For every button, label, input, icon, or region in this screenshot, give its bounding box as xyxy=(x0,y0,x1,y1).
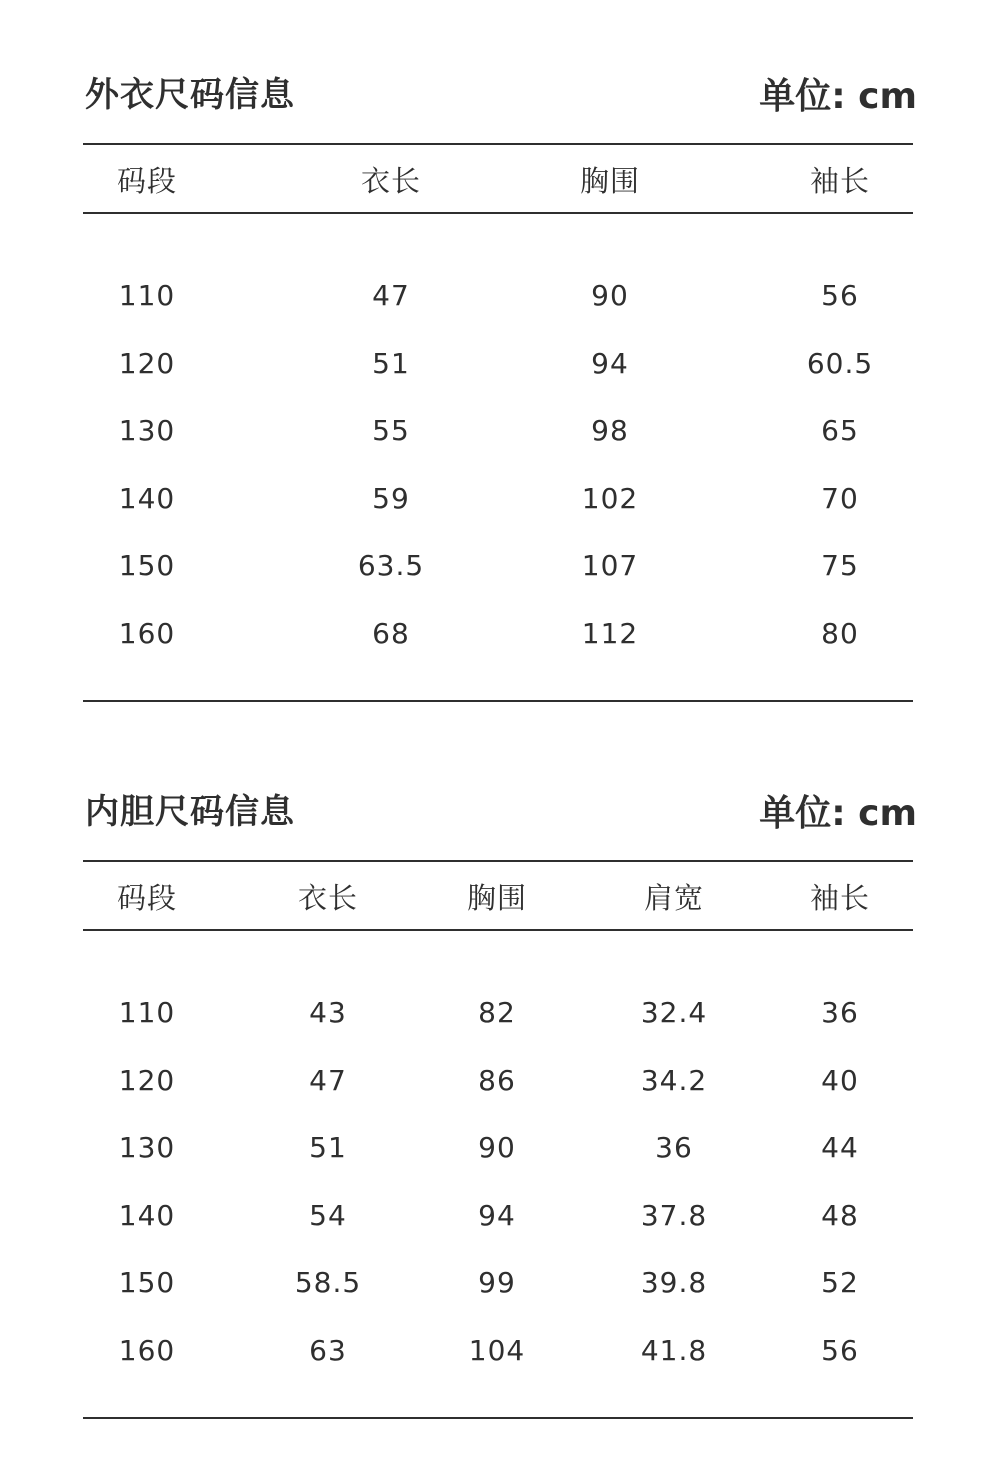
table-cell: 99 xyxy=(478,1266,516,1300)
table-cell: 94 xyxy=(478,1198,516,1232)
size-range-header: 码段 xyxy=(116,881,177,915)
table-cell: 120 xyxy=(118,346,176,380)
table-cell: 104 xyxy=(468,1334,526,1367)
table-cell: 39.8 xyxy=(640,1266,708,1300)
table-cell: 55 xyxy=(372,414,410,448)
table-cell: 51 xyxy=(372,346,410,380)
table-cell: 51 xyxy=(309,1131,347,1165)
section-title: 外衣尺码信息 xyxy=(85,75,295,115)
table-cell: 34.2 xyxy=(640,1063,708,1097)
shoulder-header: 肩宽 xyxy=(643,881,704,915)
table-cell: 52 xyxy=(821,1266,859,1300)
table-cell: 107 xyxy=(581,549,639,583)
table-cell: 160 xyxy=(118,617,176,650)
inner-size-section xyxy=(0,717,1000,1476)
table-cell: 110 xyxy=(118,279,176,312)
sleeve-header: 袖长 xyxy=(809,164,870,198)
table-cell: 150 xyxy=(118,549,176,583)
table-cell: 32.4 xyxy=(640,996,708,1029)
section-title: 内胆尺码信息 xyxy=(85,792,295,832)
table-cell: 56 xyxy=(821,1334,859,1367)
table-cell: 47 xyxy=(372,279,410,312)
table-row xyxy=(0,479,1000,519)
divider xyxy=(83,929,913,931)
divider xyxy=(83,700,913,702)
unit-label: 单位: cm xyxy=(759,793,917,834)
table-cell: 54 xyxy=(309,1198,347,1232)
table-cell: 63 xyxy=(309,1334,347,1367)
table-cell: 160 xyxy=(118,1334,176,1367)
table-cell: 36 xyxy=(821,996,859,1029)
table-cell: 75 xyxy=(821,549,859,583)
table-cell: 48 xyxy=(821,1198,859,1232)
table-cell: 63.5 xyxy=(357,549,425,583)
table-cell: 140 xyxy=(118,481,176,515)
table-cell: 44 xyxy=(821,1131,859,1165)
table-cell: 43 xyxy=(309,996,347,1029)
unit-label: 单位: cm xyxy=(759,76,917,117)
divider xyxy=(83,143,913,145)
table-cell: 68 xyxy=(372,617,410,650)
table-cell: 102 xyxy=(581,481,639,515)
length-header: 衣长 xyxy=(360,164,421,198)
table-cell: 90 xyxy=(478,1131,516,1165)
table-cell: 150 xyxy=(118,1266,176,1300)
table-cell: 130 xyxy=(118,414,176,448)
table-cell: 70 xyxy=(821,481,859,515)
length-header: 衣长 xyxy=(297,881,358,915)
table-cell: 80 xyxy=(821,617,859,650)
table-cell: 98 xyxy=(591,414,629,448)
table-cell: 37.8 xyxy=(640,1198,708,1232)
table-row xyxy=(0,344,1000,384)
table-row xyxy=(0,546,1000,586)
table-header-row xyxy=(0,161,1000,201)
divider xyxy=(83,860,913,862)
chest-header: 胸围 xyxy=(466,881,527,915)
table-cell: 41.8 xyxy=(640,1334,708,1367)
table-cell: 112 xyxy=(581,617,639,650)
table-row xyxy=(0,993,1000,1033)
table-cell: 94 xyxy=(591,346,629,380)
table-cell: 65 xyxy=(821,414,859,448)
table-cell: 86 xyxy=(478,1063,516,1097)
table-cell: 56 xyxy=(821,279,859,312)
outer-size-section xyxy=(0,0,1000,717)
table-cell: 36 xyxy=(655,1131,693,1165)
table-row xyxy=(0,1263,1000,1303)
table-row xyxy=(0,276,1000,316)
table-cell: 59 xyxy=(372,481,410,515)
table-row xyxy=(0,614,1000,654)
table-cell: 130 xyxy=(118,1131,176,1165)
table-row xyxy=(0,411,1000,451)
table-row xyxy=(0,1196,1000,1236)
table-cell: 40 xyxy=(821,1063,859,1097)
table-cell: 82 xyxy=(478,996,516,1029)
table-row xyxy=(0,1128,1000,1168)
table-cell: 58.5 xyxy=(294,1266,362,1300)
divider xyxy=(83,212,913,214)
table-cell: 140 xyxy=(118,1198,176,1232)
table-row xyxy=(0,1061,1000,1101)
size-range-header: 码段 xyxy=(116,164,177,198)
chest-header: 胸围 xyxy=(579,164,640,198)
sleeve-header: 袖长 xyxy=(809,881,870,915)
divider xyxy=(83,1417,913,1419)
table-cell: 120 xyxy=(118,1063,176,1097)
table-cell: 110 xyxy=(118,996,176,1029)
table-header-row xyxy=(0,878,1000,918)
table-cell: 47 xyxy=(309,1063,347,1097)
table-cell: 60.5 xyxy=(806,346,874,380)
table-row xyxy=(0,1331,1000,1371)
table-cell: 90 xyxy=(591,279,629,312)
